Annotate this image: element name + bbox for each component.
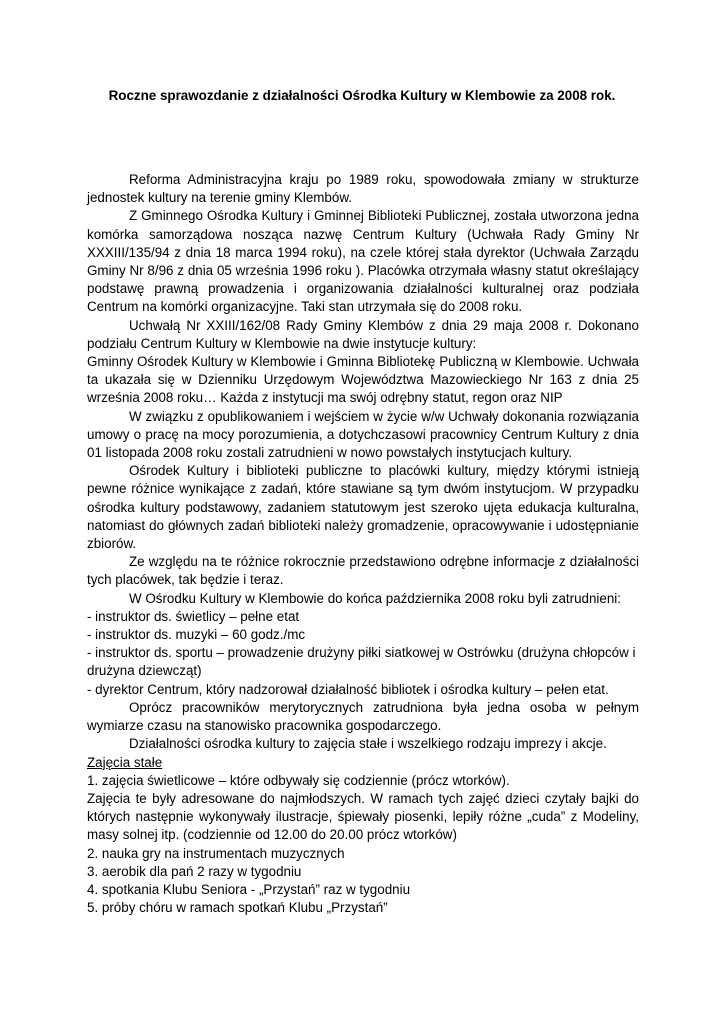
paragraph-staff-intro: W Ośrodku Kultury w Klembowie do końca października 2008 roku byli zatrudnieni: — [129, 590, 621, 606]
staff-item-sport: - instruktor ds. sportu – prowadzenie drużyny piłki siatkowej w Ostrówku (drużyna chłopców i drużyna dziewcząt) — [87, 645, 636, 679]
staff-item-swietlica: - instruktor ds. świetlicy – pełne etat — [87, 608, 300, 624]
paragraph-differences: Ośrodek Kultury i biblioteki publiczne to placówki kultury, między którymi istnieją pewne różnice wynikające z zadań, które stawiane są tym dwóm instytucjom. W przypadku ośrodka kultury podstawowy, zadaniem statutowym jest szeroko ujęta edukacja kulturalna, natomiast do głównych zadań biblioteki należy gromadzenie, opracowywanie i udostępnianie zbiorów. — [87, 463, 639, 552]
section-heading-zajecia-stale: Zajęcia stałe — [87, 754, 163, 770]
paragraph-other-staff: Oprócz pracowników merytorycznych zatrudniona była jedna osoba w pełnym wymiarze czasu na stanowisko pracownika gospodarczego. — [87, 699, 639, 734]
paragraph-reform: Reforma Administracyjna kraju po 1989 roku, spowodowała zmiany w strukturze jednostek kultury na terenie gminy Klembów. — [87, 172, 639, 206]
paragraph-employment: W związku z opublikowaniem i wejściem w życie w/w Uchwały dokonania rozwiązania umowy o pracę na mocy porozumienia, a dotychczasowi pracownicy Centrum Kultury z dnia 01 listopada 2008 roku zostali zatrudnieni w nowo powstałych instytucjach kultury. — [87, 408, 639, 461]
paragraph-resolution-2008: Uchwałą Nr XXIII/162/08 Rady Gminy Klembów z dnia 29 maja 2008 r. Dokonano podziału Centrum Kultury w Klembowie na dwie instytucje kultury: — [87, 317, 639, 351]
paragraph-institutions: Gminny Ośrodek Kultury w Klembowie i Gminna Bibliotekę Publiczną w Klembowie. Uchwała ta ukazała się w Dzienniku Urzędowym Województwa Mazowieckiego Nr 163 z dnia 25 września 2008 roku… Każda z instytucji ma swój odrębny statut, regon oraz NIP — [87, 354, 639, 406]
activity-item-1: 1. zajęcia świetlicowe – które odbywały się codziennie (prócz wtorków). — [87, 772, 510, 788]
paragraph-activities: Działalności ośrodka kultury to zajęcia stałe i wszelkiego rodzaju imprezy i akcje. — [129, 736, 607, 752]
activity-item-5: 5. próby chóru w ramach spotkań Klubu „Przystań” — [87, 900, 388, 916]
staff-item-muzyka: - instruktor ds. muzyki – 60 godz./mc — [87, 627, 306, 643]
paragraph-centrum-creation: Z Gminnego Ośrodka Kultury i Gminnej Biblioteki Publicznej, została utworzona jedna komórka samorządowa nosząca nazwę Centrum Kultury (Uchwała Rady Gminy Nr XXXIII/135/94 z dnia 18 marca 1994 roku), na czele której stała dyrektor (Uchwała Zarządu Gminy Nr 8/96 z dnia 05 września 1996 roku ). Placówka otrzymała własny statut określający podstawę prawną prowadzenia i organizowania działalności kulturalnej oraz podziała Centrum na komórki organizacyjne. Taki stan utrzymała się do 2008 roku. — [87, 208, 639, 315]
activity-item-3: 3. aerobik dla pań 2 razy w tygodniu — [87, 863, 302, 879]
document-body — [87, 171, 639, 917]
activity-item-2: 2. nauka gry na instrumentach muzycznych — [87, 845, 345, 861]
paragraph-activity-1-details: Zajęcia te były adresowane do najmłodszych. W ramach tych zajęć dzieci czytały bajki do których następnie wykonywały ilustracje, śpiewały piosenki, lepiły różne „cuda” z Modeliny, masy solnej itp. (codziennie od 12.00 do 20.00 prócz wtorków) — [87, 790, 639, 843]
activity-item-4: 4. spotkania Klubu Seniora - „Przystań” raz w tygodniu — [87, 881, 411, 897]
paragraph-separate-info: Ze względu na te różnice rokrocznie przedstawiono odrębne informacje z działalności tych placówek, tak będzie i teraz. — [87, 554, 639, 588]
document-title: Roczne sprawozdanie z działalności Ośrodka Kultury w Klembowie za 2008 rok. — [108, 88, 616, 103]
staff-item-dyrektor: - dyrektor Centrum, który nadzorował działalność bibliotek i ośrodka kultury – pełen etat. — [87, 681, 609, 697]
